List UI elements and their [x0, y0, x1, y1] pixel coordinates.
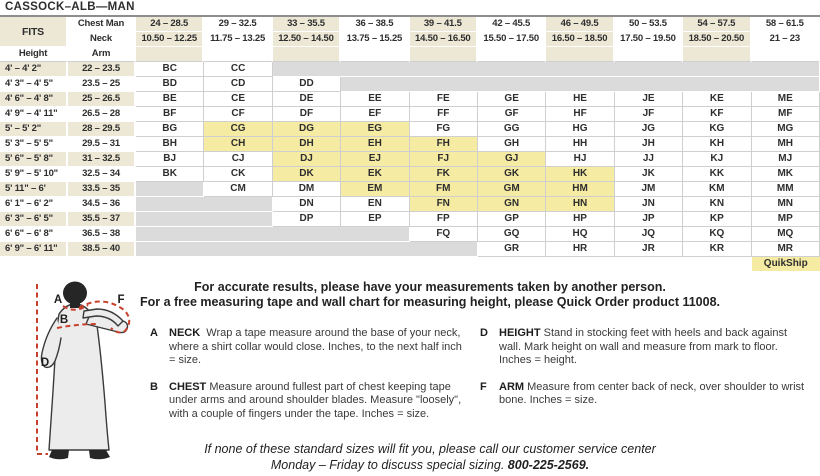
size-code-cell: FG — [410, 122, 478, 137]
height-range-cell: 5' 3" – 5' 5" — [0, 137, 68, 152]
arm-range-cell: 35.5 – 37 — [68, 212, 136, 227]
size-code-cell: KG — [683, 122, 751, 137]
neck-range-header: 14.50 – 16.50 — [410, 32, 478, 47]
size-code-cell: HP — [546, 212, 614, 227]
column-spacer-cell — [478, 47, 546, 62]
size-code-cell-quikship: EM — [341, 182, 409, 197]
size-code-cell: JM — [615, 182, 683, 197]
size-code-cell-quikship: CG — [204, 122, 272, 137]
instruction-text — [169, 327, 466, 368]
unavailable-cell — [273, 62, 820, 77]
size-code-cell-quikship: FK — [410, 167, 478, 182]
size-code-cell-quikship: FM — [410, 182, 478, 197]
size-code-cell: GP — [478, 212, 546, 227]
arm-range-cell: 36.5 – 38 — [68, 227, 136, 242]
size-code-cell: CF — [204, 107, 272, 122]
chest-range-header: 42 – 45.5 — [478, 17, 546, 32]
size-code-cell-quikship: FN — [410, 197, 478, 212]
size-code-cell: FF — [410, 107, 478, 122]
height-measure-line — [37, 284, 48, 454]
size-code-cell-quikship: GN — [478, 197, 546, 212]
unavailable-cell — [136, 197, 273, 212]
column-spacer-cell — [615, 47, 683, 62]
size-code-cell: KE — [683, 92, 751, 107]
left-foot-shape — [49, 450, 69, 459]
intro-line-1: For accurate results, please have your measurements taken by another person. — [194, 280, 666, 294]
size-code-cell-quikship: HM — [546, 182, 614, 197]
size-code-cell-quikship: DK — [273, 167, 341, 182]
right-foot-shape — [89, 450, 110, 459]
cassock-figure-drawing — [41, 282, 127, 460]
size-code-cell: GE — [478, 92, 546, 107]
size-table — [0, 17, 820, 271]
measuring-instructions — [150, 327, 812, 434]
quikship-row-spacer — [0, 257, 752, 271]
instruction-body: Measure from center back of neck, over shoulder to wrist bone. Inches = size. — [499, 380, 805, 406]
size-code-cell: FP — [410, 212, 478, 227]
neck-range-header: 17.50 – 19.50 — [615, 32, 683, 47]
size-code-cell: DE — [273, 92, 341, 107]
unavailable-cell — [136, 212, 273, 227]
size-code-cell: MQ — [752, 227, 820, 242]
size-code-cell: EF — [341, 107, 409, 122]
column-spacer-cell — [204, 47, 272, 62]
size-code-cell-quikship: GM — [478, 182, 546, 197]
arm-column-label: Arm — [68, 47, 136, 62]
instruction-text — [499, 327, 812, 368]
size-code-cell: KK — [683, 167, 751, 182]
instruction-neck — [150, 327, 466, 368]
size-code-cell: MF — [752, 107, 820, 122]
arm-range-cell: 23.5 – 25 — [68, 77, 136, 92]
column-spacer-cell — [410, 47, 478, 62]
height-column-label: Height — [0, 47, 68, 62]
measurement-figure — [0, 281, 140, 471]
size-code-cell: DP — [273, 212, 341, 227]
chest-range-header: 29 – 32.5 — [204, 17, 272, 32]
size-code-cell: FQ — [410, 227, 478, 242]
size-code-cell: MG — [752, 122, 820, 137]
size-code-cell: GQ — [478, 227, 546, 242]
arm-range-cell: 33.5 – 35 — [68, 182, 136, 197]
size-code-cell: JN — [615, 197, 683, 212]
figure-label-b: B — [59, 314, 69, 326]
fits-label: FITS — [0, 17, 68, 47]
arm-range-cell: 32.5 – 34 — [68, 167, 136, 182]
chest-range-header: 36 – 38.5 — [341, 17, 409, 32]
size-code-cell: EP — [341, 212, 409, 227]
size-code-cell: ME — [752, 92, 820, 107]
size-code-cell: HH — [546, 137, 614, 152]
size-code-cell: KN — [683, 197, 751, 212]
size-code-cell: HF — [546, 107, 614, 122]
size-code-cell: BJ — [136, 152, 204, 167]
size-code-cell-quikship: GJ — [478, 152, 546, 167]
arm-range-cell: 25 – 26.5 — [68, 92, 136, 107]
size-code-cell: JJ — [615, 152, 683, 167]
size-code-cell: BE — [136, 92, 204, 107]
instruction-letter: A — [150, 327, 158, 339]
size-code-cell-quikship: CH — [204, 137, 272, 152]
size-code-cell: MN — [752, 197, 820, 212]
size-code-cell-quikship: DH — [273, 137, 341, 152]
special-sizing-note — [40, 442, 820, 473]
column-spacer-cell — [136, 47, 204, 62]
size-code-cell-quikship: EH — [341, 137, 409, 152]
chest-range-header: 39 – 41.5 — [410, 17, 478, 32]
size-code-cell: HQ — [546, 227, 614, 242]
chest-range-header: 50 – 53.5 — [615, 17, 683, 32]
instructions-right-column — [480, 327, 812, 434]
arm-range-cell: 28 – 29.5 — [68, 122, 136, 137]
size-code-cell-quikship: DG — [273, 122, 341, 137]
chest-man-row-label: Chest Man — [68, 17, 136, 32]
size-code-cell: KP — [683, 212, 751, 227]
column-spacer-cell — [546, 47, 614, 62]
page-title: CASSOCK–ALB—MAN — [0, 0, 820, 17]
arm-range-cell: 34.5 – 36 — [68, 197, 136, 212]
footer-line-1: If none of these standard sizes will fit you, please call our customer service center — [204, 442, 656, 456]
unavailable-cell — [136, 182, 204, 197]
size-code-cell: BK — [136, 167, 204, 182]
size-code-cell: KM — [683, 182, 751, 197]
size-code-cell: MH — [752, 137, 820, 152]
quikship-badge: QuikShip — [752, 257, 820, 271]
instruction-chest — [150, 381, 466, 422]
intro-line-2: For a free measuring tape and wall chart for measuring height, please Quick Order product 11008. — [139, 295, 721, 309]
instruction-height — [480, 327, 812, 368]
size-code-cell-quikship: DJ — [273, 152, 341, 167]
size-code-cell: MP — [752, 212, 820, 227]
size-code-cell: KJ — [683, 152, 751, 167]
size-code-cell: CE — [204, 92, 272, 107]
instruction-letter: F — [480, 380, 487, 393]
size-code-cell: KF — [683, 107, 751, 122]
neck-range-header: 18.50 – 20.50 — [683, 32, 751, 47]
size-code-cell: BF — [136, 107, 204, 122]
arm-range-cell: 31 – 32.5 — [68, 152, 136, 167]
neck-range-header: 16.50 – 18.50 — [546, 32, 614, 47]
height-range-cell: 4' 6" – 4' 8" — [0, 92, 68, 107]
unavailable-cell — [136, 242, 478, 257]
unavailable-cell — [341, 77, 820, 92]
arm-range-cell: 22 – 23.5 — [68, 62, 136, 77]
phone-number: 800-225-2569. — [507, 457, 590, 472]
instruction-letter: D — [480, 327, 488, 339]
size-code-cell: JP — [615, 212, 683, 227]
size-code-cell-quikship: EK — [341, 167, 409, 182]
size-code-cell: EE — [341, 92, 409, 107]
neck-range-header: 13.75 – 15.25 — [341, 32, 409, 47]
size-code-cell: CK — [204, 167, 272, 182]
instructions-left-column — [150, 327, 466, 434]
size-code-cell: KQ — [683, 227, 751, 242]
size-code-cell: CC — [204, 62, 272, 77]
size-code-cell-quikship: EG — [341, 122, 409, 137]
instruction-text — [499, 381, 812, 408]
size-code-cell: JQ — [615, 227, 683, 242]
instruction-body: Wrap a tape measure around the base of your neck, where a shirt collar would close. Inches, to the next half inch = size. — [169, 327, 462, 366]
height-range-cell: 5' 11" – 6' — [0, 182, 68, 197]
size-code-cell: BC — [136, 62, 204, 77]
instruction-arm — [480, 381, 812, 408]
size-code-cell: EN — [341, 197, 409, 212]
column-spacer-cell — [341, 47, 409, 62]
size-code-cell-quikship: EJ — [341, 152, 409, 167]
size-code-cell: CJ — [204, 152, 272, 167]
neck-range-header: 21 – 23 — [752, 32, 820, 47]
size-code-cell: DM — [273, 182, 341, 197]
size-code-cell-quikship: FJ — [410, 152, 478, 167]
size-code-cell: HE — [546, 92, 614, 107]
size-code-cell-quikship: FH — [410, 137, 478, 152]
neck-range-header: 10.50 – 12.25 — [136, 32, 204, 47]
column-spacer-cell — [683, 47, 751, 62]
height-range-cell: 4' – 4' 2" — [0, 62, 68, 77]
size-code-cell-quikship: HK — [546, 167, 614, 182]
neck-range-header: 12.50 – 14.50 — [273, 32, 341, 47]
column-spacer-cell — [752, 47, 820, 62]
size-code-cell: MM — [752, 182, 820, 197]
size-code-cell: DN — [273, 197, 341, 212]
intro-text — [40, 280, 820, 310]
arm-range-cell: 29.5 – 31 — [68, 137, 136, 152]
chest-range-header: 58 – 61.5 — [752, 17, 820, 32]
size-code-cell-quikship: HN — [546, 197, 614, 212]
size-code-cell: KR — [683, 242, 751, 257]
instruction-body: Measure around fullest part of chest keeping tape under arms and around shoulder blades. Measure "loosely", with a couple of fingers under the tape. Inches = size. — [169, 380, 462, 420]
instruction-term: CHEST — [169, 380, 207, 393]
size-code-cell-quikship: GK — [478, 167, 546, 182]
neck-row-label: Neck — [68, 32, 136, 47]
figure-label-f: F — [117, 294, 125, 306]
chest-range-header: 54 – 57.5 — [683, 17, 751, 32]
height-range-cell: 6' 6" – 6' 8" — [0, 227, 68, 242]
size-code-cell: JE — [615, 92, 683, 107]
size-code-cell: GF — [478, 107, 546, 122]
figure-label-d: D — [40, 357, 50, 369]
height-range-cell: 4' 3" – 4' 5" — [0, 77, 68, 92]
height-range-cell: 6' 9" – 6' 11" — [0, 242, 68, 257]
instruction-letter: B — [150, 380, 158, 393]
size-code-cell: JK — [615, 167, 683, 182]
size-code-cell: FE — [410, 92, 478, 107]
height-range-cell: 5' – 5' 2" — [0, 122, 68, 137]
size-code-cell: DD — [273, 77, 341, 92]
instruction-term: ARM — [499, 380, 525, 393]
column-spacer-cell — [273, 47, 341, 62]
size-code-cell: DF — [273, 107, 341, 122]
height-range-cell: 5' 6" – 5' 8" — [0, 152, 68, 167]
size-code-cell: JG — [615, 122, 683, 137]
neck-range-header: 11.75 – 13.25 — [204, 32, 272, 47]
height-range-cell: 6' 3" – 6' 5" — [0, 212, 68, 227]
footer-line-2 — [40, 458, 820, 474]
instruction-text — [169, 381, 466, 422]
size-code-cell: MJ — [752, 152, 820, 167]
size-code-cell: GH — [478, 137, 546, 152]
chest-range-header: 33 – 35.5 — [273, 17, 341, 32]
instruction-term: NECK — [169, 327, 201, 339]
size-code-cell: BG — [136, 122, 204, 137]
size-code-cell: BD — [136, 77, 204, 92]
neck-range-header: 15.50 – 17.50 — [478, 32, 546, 47]
chest-range-header: 24 – 28.5 — [136, 17, 204, 32]
size-code-cell: JR — [615, 242, 683, 257]
instruction-body: Stand in stocking feet with heels and back against wall. Mark height on wall and measure from mark to floor. Inches = height. — [499, 327, 787, 366]
size-code-cell: KH — [683, 137, 751, 152]
size-code-cell: JF — [615, 107, 683, 122]
size-code-cell: MK — [752, 167, 820, 182]
size-code-cell: MR — [752, 242, 820, 257]
size-code-cell: JH — [615, 137, 683, 152]
height-range-cell: 6' 1" – 6' 2" — [0, 197, 68, 212]
size-code-cell: HJ — [546, 152, 614, 167]
chest-range-header: 46 – 49.5 — [546, 17, 614, 32]
instruction-term: HEIGHT — [499, 327, 541, 339]
size-code-cell: CM — [204, 182, 272, 197]
size-code-cell: CD — [204, 77, 272, 92]
unavailable-cell — [136, 227, 410, 242]
size-code-cell: BH — [136, 137, 204, 152]
height-range-cell: 4' 9" – 4' 11" — [0, 107, 68, 122]
arm-range-cell: 38.5 – 40 — [68, 242, 136, 257]
size-code-cell: GR — [478, 242, 546, 257]
figure-label-a: A — [53, 294, 63, 306]
footer-line-2-text: Monday – Friday to discuss special sizing. — [270, 457, 508, 472]
size-code-cell: HR — [546, 242, 614, 257]
height-range-cell: 5' 9" – 5' 10" — [0, 167, 68, 182]
arm-range-cell: 26.5 – 28 — [68, 107, 136, 122]
size-code-cell: GG — [478, 122, 546, 137]
size-code-cell: HG — [546, 122, 614, 137]
head-shape — [63, 282, 87, 305]
